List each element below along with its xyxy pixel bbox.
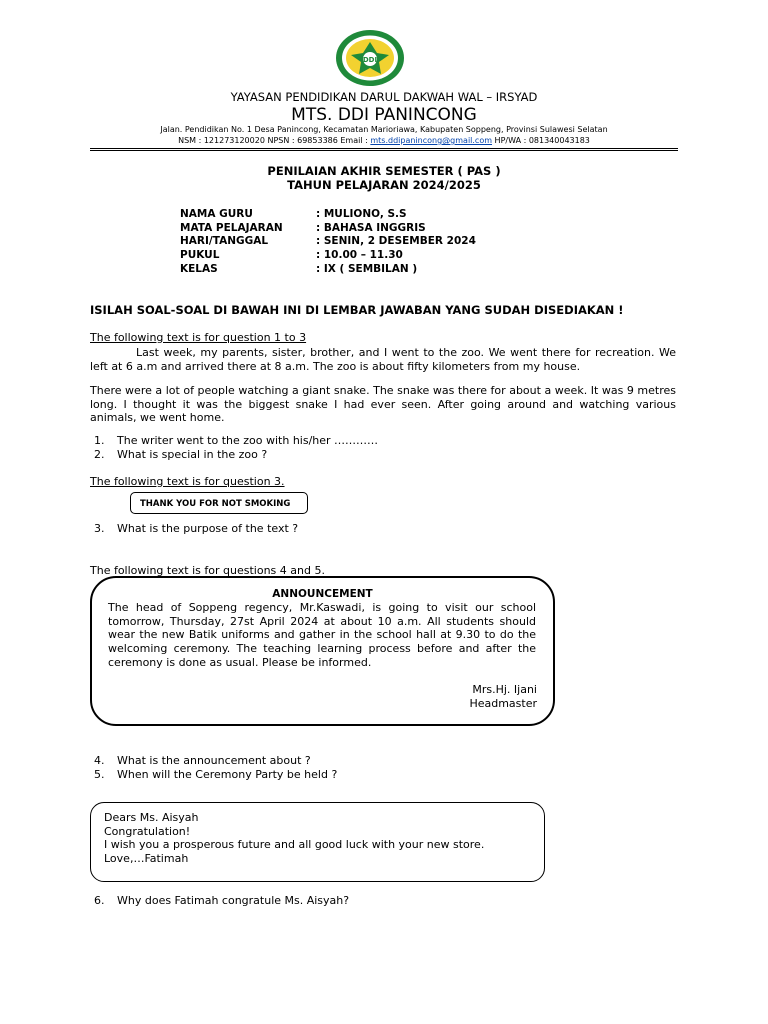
school-name: MTS. DDI PANINCONG (291, 105, 477, 125)
school-address: Jalan. Pendidikan No. 1 Desa Panincong, Kecamatan Marioriawa, Kabupaten Soppeng, Provinsi Sulawesi Selatan (160, 125, 608, 134)
question-4: 4. What is the announcement about ? (94, 754, 311, 767)
svg-text:DDI: DDI (362, 56, 378, 64)
section2-heading: The following text is for question 3. (90, 475, 285, 488)
header-rule-thin (90, 150, 678, 151)
no-smoking-sign: THANK YOU FOR NOT SMOKING (130, 492, 308, 514)
instruction: ISILAH SOAL-SOAL DI BAWAH INI DI LEMBAR JAWABAN YANG SUDAH DISEDIAKAN ! (90, 303, 624, 317)
section1-heading: The following text is for question 1 to 3 (90, 331, 307, 344)
academic-year: TAHUN PELAJARAN 2024/2025 (287, 178, 481, 192)
exam-info (180, 208, 476, 276)
question-6: 6. Why does Fatimah congratule Ms. Aisyah? (94, 894, 350, 907)
section1-paragraph-2: There were a lot of people watching a giant snake. The snake was there for about a week. It was 9 metres long. I thought it was the biggest snake I had ever seen. After going around and watching various animals, we went home. (90, 384, 676, 425)
email-link[interactable]: mts.ddipanincong@gmail.com (370, 136, 493, 145)
question-2: 2. What is special in the zoo ? (94, 448, 268, 461)
announcement-title: ANNOUNCEMENT (272, 588, 373, 600)
foundation-name: YAYASAN PENDIDIKAN DARUL DAKWAH WAL – IRSYAD (230, 90, 538, 104)
question-1: 1. The writer went to the zoo with his/her ………… (94, 434, 379, 447)
school-contact (0, 136, 768, 145)
info-row-subject: MATA PELAJARAN : BAHASA INGGRIS (180, 221, 426, 234)
exam-title: PENILAIAN AKHIR SEMESTER ( PAS ) (267, 164, 501, 178)
card-greeting: Dears Ms. Aisyah (104, 811, 199, 824)
card-closing: Love,…Fatimah (104, 852, 189, 866)
announcement-body: The head of Soppeng regency, Mr.Kaswadi, is going to visit our school tomorrow, Thursday, 27st April 2024 at about 10 a.m. All students should wear the new Batik uniforms and gather in the school hall at 9.30 to do the welcoming ceremony. The teaching learning process before and after the ceremony is done as usual. Please be informed. (108, 601, 536, 669)
info-row-date: HARI/TANGGAL : SENIN, 2 DESEMBER 2024 (180, 235, 476, 248)
section1-paragraph-1: Last week, my parents, sister, brother, and I went to the zoo. We went there for recreation. We left at 6 a.m and arrived there at 8 a.m. The zoo is about fifty kilometers from my house. (90, 346, 676, 373)
announcement-signer: Mrs.Hj. Ijani (472, 683, 537, 696)
info-row-time: PUKUL : 10.00 – 11.30 (180, 249, 403, 262)
info-row-teacher: NAMA GURU : MULIONO, S.S (180, 208, 407, 220)
school-logo (330, 29, 410, 87)
congratulation-card-text (104, 811, 484, 866)
nsm-npsn: NSM : 121273120020 NPSN : 69853386 Email : (178, 136, 371, 145)
question-5: 5. When will the Ceremony Party be held ? (94, 768, 338, 781)
announcement-signer-title: Headmaster (469, 697, 537, 710)
header-rule (90, 148, 678, 149)
section3-heading: The following text is for questions 4 and 5. (90, 564, 325, 577)
info-row-class: KELAS : IX ( SEMBILAN ) (180, 262, 418, 275)
phone: HP/WA : 081340043183 (492, 136, 590, 145)
card-congratulation: Congratulation! (104, 824, 191, 838)
question-3: 3. What is the purpose of the text ? (94, 522, 299, 535)
card-wish: I wish you a prosperous future and all good luck with your new store. (104, 838, 485, 852)
